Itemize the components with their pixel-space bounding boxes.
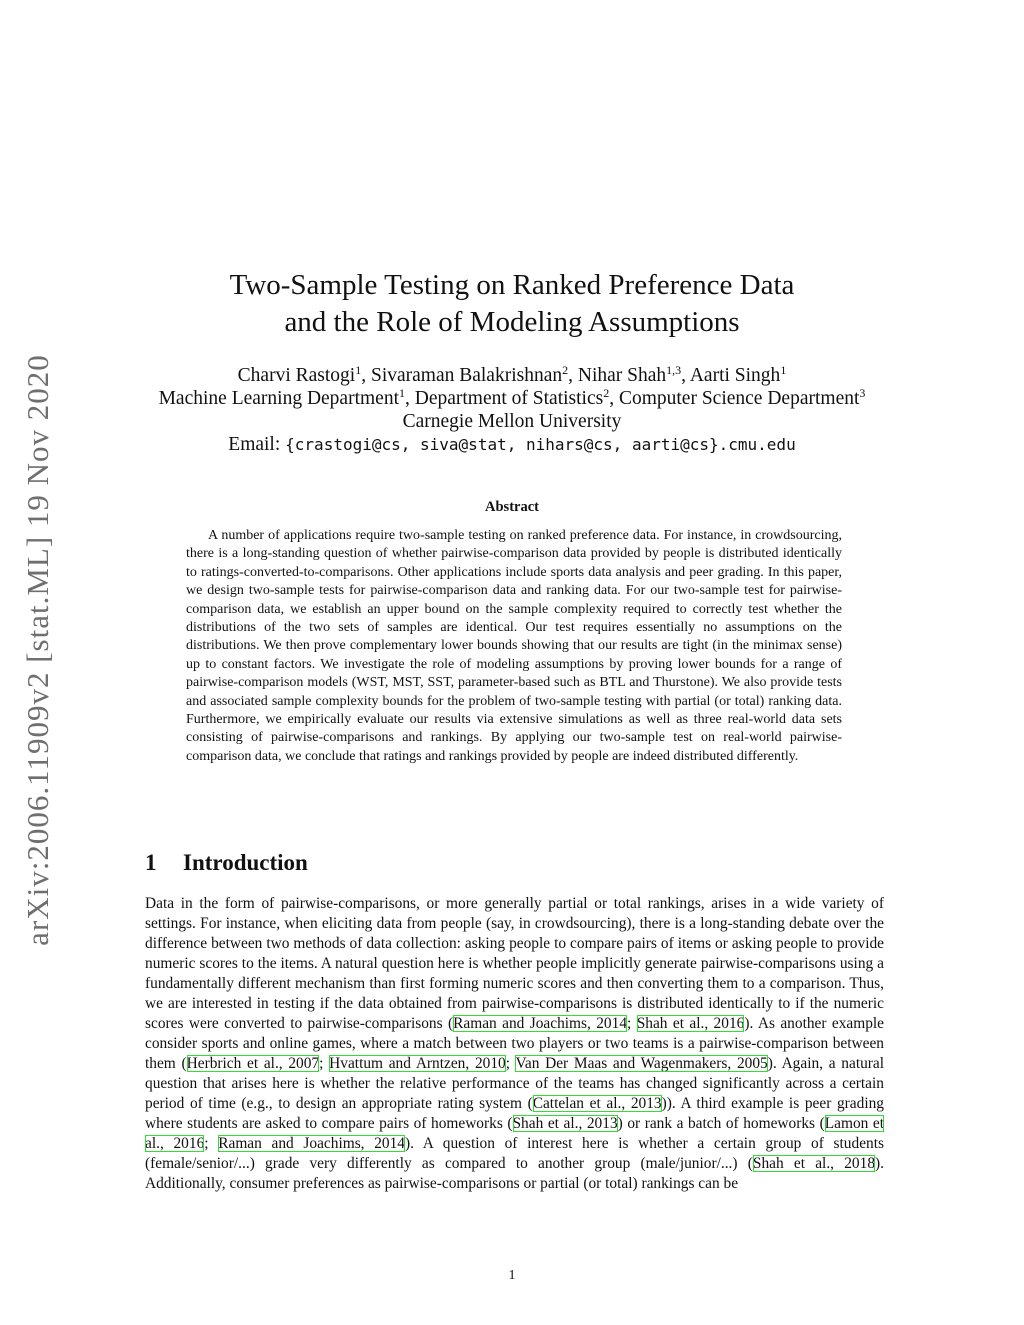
affiliation-name: Machine Learning Department [158,388,399,409]
citation-link[interactable]: Raman and Joachims, 2014 [453,1015,628,1032]
introduction-paragraph [145,894,884,1194]
body-text: ). A question of interest here is whether a certain group of students (female/senior/...) grade very differently as compared to another group (male/junior/...) ( [145,1135,884,1172]
body-text: ; [319,1055,330,1072]
citation-link[interactable]: Shah et al., 2016 [636,1015,745,1032]
citation-link[interactable]: Cattelan et al., 2013 [532,1095,662,1112]
author-superscript: 2 [562,363,569,377]
body-text: ). Additionally, consumer preferences as pairwise-comparisons or partial (or total) rankings can be [145,1155,885,1192]
citation-link[interactable]: Shah et al., 2018 [752,1155,876,1172]
body-text: ; [505,1055,516,1072]
citation-link[interactable]: Van Der Maas and Wagenmakers, 2005 [515,1055,768,1072]
citation-link[interactable]: Herbrich et al., 2007 [186,1055,320,1072]
author-separator: , [681,365,690,386]
citation-link[interactable]: Shah et al., 2013 [512,1115,618,1132]
body-text: ) or rank a batch of homeworks ( [617,1115,825,1132]
body-text: Data in the form of pairwise-comparisons, or more generally partial or total rankings, arises in a wide variety of settings. For instance, when eliciting data from people (say, in crowdsourcing), there is a long-standing debate over the difference between two methods of data collection: asking people to compare pairs of items or asking people to provide numeric scores to the items. A natural question here is whether people implicitly generate pairwise-comparisons using a fundamentally different mechanism than first forming numeric scores and then converting them to a comparison. Thus, we are interested in testing if the data obtained from pairwise-comparisons is distributed identically to if the numeric scores were converted to pairwise-comparisons ( [145,895,884,1032]
affiliation-separator: , [609,388,619,409]
abstract-text: A number of applications require two-sample testing on ranked preference data. For instance, in crowdsourcing, there is a long-standing question of whether pairwise-comparison data provided by people is distributed identically to ratings-converted-to-comparisons. Other applications include sports data analysis and peer grading. In this paper, we design two-sample tests for pairwise-comparison data and ranking data. For our two-sample test for pairwise-comparison data, we establish an upper bound on the sample complexity required to correctly test whether the distributions of the two sets of samples are identical. Our test requires essentially no assumptions on the distributions. We then prove complementary lower bounds showing that our results are tight (in the minimax sense) up to constant factors. We investigate the role of modeling assumptions by proving lower bounds for a range of pairwise-comparison models (WST, MST, SST, parameter-based such as BTL and Thurstone). We also provide tests and associated sample complexity bounds for the problem of two-sample testing with partial (or total) ranking data. Furthermore, we empirically evaluate our results via extensive simulations as well as three real-world data sets consisting of pairwise-comparisons and rankings. By applying our two-sample test on real-world pairwise-comparison data, we conclude that ratings and rankings provided by people are indeed distributed differently. [186,528,842,764]
email-label: Email: [228,434,286,455]
author-separator: , [568,365,578,386]
author-superscript: 1 [355,363,362,377]
body-text: )). A third example is peer grading where students are asked to compare pairs of homeworks ( [145,1095,884,1132]
author-name: Nihar Shah [577,365,667,386]
author-superscript: 1 [780,363,787,377]
author-name: Aarti Singh [689,365,781,386]
email-line [0,433,1024,457]
citation-link[interactable]: Lamon et al., 2016 [145,1115,884,1152]
affiliation-name: Computer Science Department [618,388,860,409]
paper-title-line-1: Two-Sample Testing on Ranked Preference Data [229,269,795,301]
abstract-heading: Abstract [485,499,539,515]
author-superscript: 1,3 [666,363,682,377]
body-text: ). As another example consider sports and online games, where a match between two players or two teams is a pairwise-comparison between them ( [145,1015,885,1072]
author-name: Sivaraman Balakrishnan [370,365,563,386]
section-number: 1 [145,850,157,875]
affiliation-name: Department of Statistics [414,388,604,409]
email-address: {crastogi@cs, siva@stat, nihars@cs, aarti@cs}.cmu.edu [285,435,796,454]
affiliation-superscript: 2 [603,386,610,400]
affiliation-list [0,387,1024,411]
section-title: Introduction [183,850,308,875]
affiliation-superscript: 1 [399,386,405,400]
affiliation-superscript: 3 [859,386,866,400]
paper-title-line-2: and the Role of Modeling Assumptions [284,306,740,338]
author-separator: , [361,365,371,386]
citation-link[interactable]: Hvattum and Arntzen, 2010 [329,1055,506,1072]
author-name: Charvi Rastogi [237,365,356,386]
body-text: ). Again, a natural question that arises here is whether the relative performance of the teams has changed significantly across a certain period of time (e.g., to design an appropriate rating system ( [145,1055,885,1112]
body-text: ; [204,1135,219,1152]
page-number: 1 [508,1268,516,1283]
affiliation-separator: , [405,388,415,409]
author-list [0,364,1024,388]
university-name: Carnegie Mellon University [402,411,622,432]
citation-link[interactable]: Raman and Joachims, 2014 [218,1135,405,1152]
body-text: ; [627,1015,637,1032]
arxiv-stamp-text: arXiv:2006.11909v2 [stat.ML] 19 Nov 2020 [20,354,56,946]
section-heading [145,850,308,876]
